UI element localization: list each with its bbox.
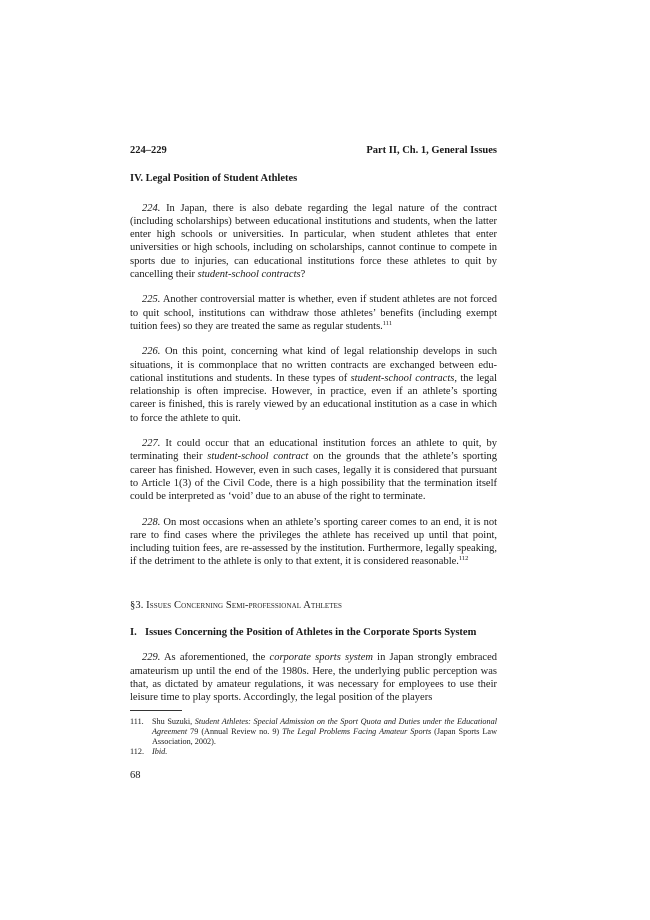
footnotes	[130, 717, 497, 758]
paragraph-229: 229. As aforementioned, the corporate sports system in Japan strongly embraced amateurism up until the end of the 1980s. Here, the underlying public perception was that, as dictated by amateur regulations, it was necessary for employees to use their leisure time to play sports. Accordingly, the legal position of the players	[130, 652, 497, 704]
paragraph-225: 225. Another controversial matter is whether, even if student athletes are not forced to quit school, institutions can withdraw those athletes’ benefits (including exempt tuition fees) so they are treated the same as regular students.$^{111}$	[130, 294, 497, 332]
page-number: 68	[130, 770, 141, 782]
paragraph-227: 227. It could occur that an educational institution forces an athlete to quit, by terminating their student-school contract on the grounds that the athlete’s sporting career has finished. However, even in such cases, legally it is considered that pursuant to Article 1(3) of the Civil Code, there is a high possibility that the termination itself could be interpreted as ‘void’ due to an abuse of the right to terminate.	[130, 438, 497, 503]
book-page	[130, 144, 497, 783]
paragraphs-block	[130, 202, 497, 569]
paragraph-224: 224. In Japan, there is also debate regarding the legal nature of the contract (including scholarships) between educational institutions and students, when the latter enter high schools or universities. In particular, when student athletes that enter universities or high schools, including on scholarships, cannot continue to compete in sports due to injuries, can educational institutions force these athletes to quit by cancelling their student-school contracts?	[130, 202, 497, 281]
footnote-ref-111[interactable]: 111	[382, 319, 393, 327]
running-head-chapter: Part II, Ch. 1, General Issues	[366, 145, 497, 156]
subsection-heading-corporate-sports: I. Issues Concerning the Position of Athletes in the Corporate Sports System	[130, 627, 477, 639]
section-3-heading: §3. Issues Concerning Semi-professional Athletes	[130, 599, 342, 611]
running-head	[130, 144, 497, 157]
footnote-ref-112[interactable]: 112	[458, 555, 469, 563]
footnote-divider	[130, 710, 182, 711]
section-heading-legal-position: IV. Legal Position of Student Athletes	[130, 173, 298, 185]
footnote-111: 111. Shu Suzuki, Student Athletes: Special Admission on the Sport Quota and Duties under the Educational Agreement 79 (Annual Review no. 9) The Legal Problems Facing Amateur Sports (Japan Sports Law Association, 2002).	[130, 716, 497, 746]
footnote-112: 112. Ibid.	[130, 747, 168, 757]
paragraph-226: 226. On this point, concerning what kind of legal relationship develops in such situations, it is commonplace that no written contracts are exchanged between educational institutions and students. In these types of student-school contracts, the legal relationship is often imprecise. However, in practice, even if an athlete’s sporting career is finished, this is rarely viewed by an educational institution as a case in which to force the athlete to quit.	[130, 346, 497, 424]
running-head-paragraph-range: 224–229	[130, 145, 167, 156]
paragraph-228: 228. On most occasions when an athlete’s sporting career comes to an end, it is not rare to find cases where the privileges the athlete has received up until that point, including tuition fees, are re-assessed by the institution. Furthermore, legally speaking, if the detriment to the athlete is only to that extent, it is considered reasonable.$^{112}$	[130, 516, 497, 568]
